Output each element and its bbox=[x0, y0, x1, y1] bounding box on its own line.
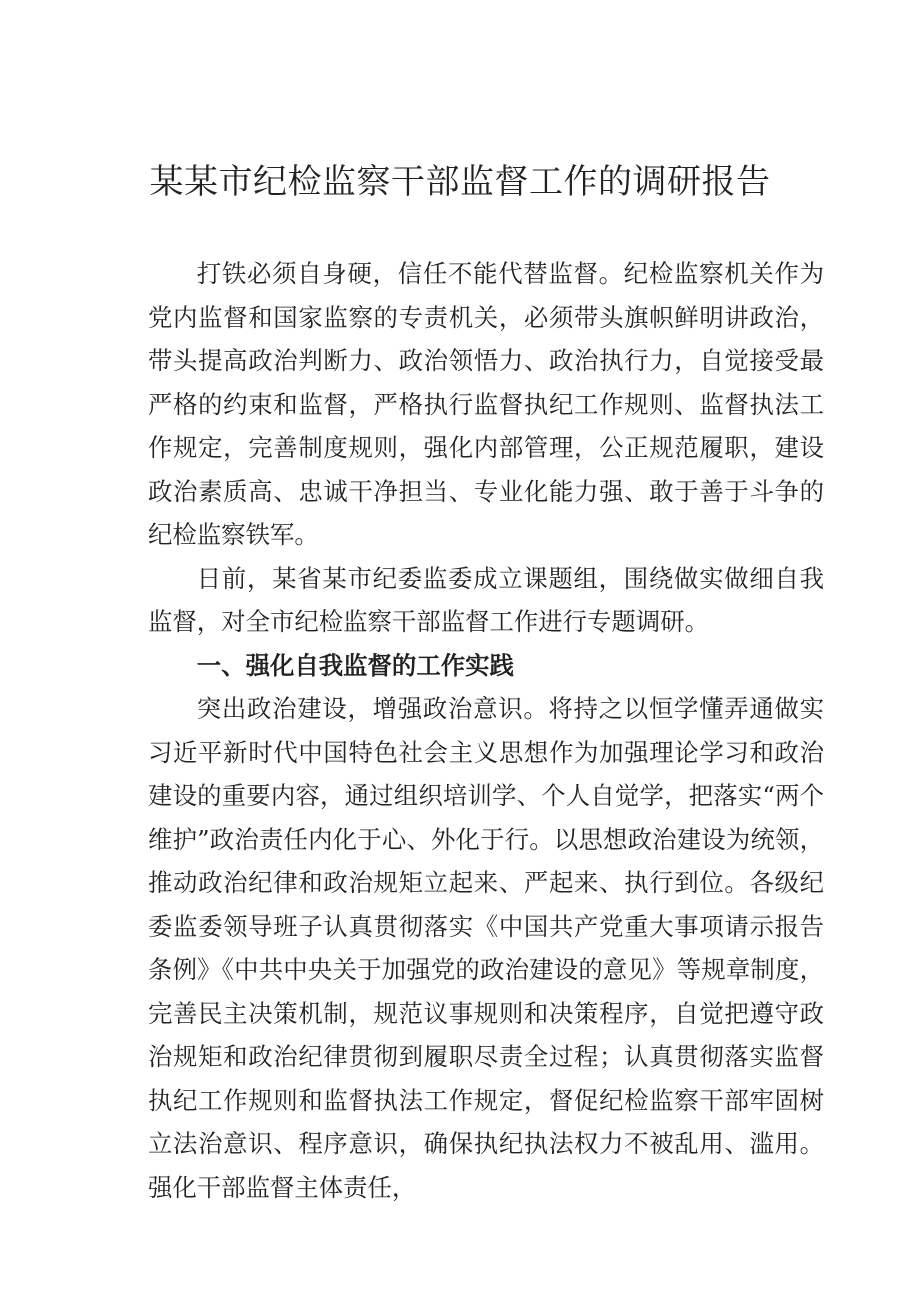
document-body bbox=[148, 252, 824, 1209]
section-paragraph: 突出政治建设，增强政治意识。将持之以恒学懂弄通做实习近平新时代中国特色社会主义思想作为加强理论学习和政治建设的重要内容，通过组织培训学、个人自觉学，把落实“两个维护”政治责任内化于心、外化于行。以思想政治建设为统领，推动政治纪律和政治规矩立起来、严起来、执行到位。各级纪委监委领导班子认真贯彻落实《中国共产党重大事项请示报告条例》《中共中央关于加强党的政治建设的意见》等规章制度，完善民主决策机制，规范议事规则和决策程序，自觉把遵守政治规矩和政治纪律贯彻到履职尽责全过程；认真贯彻落实监督执纪工作规则和监督执法工作规定，督促纪检监察干部牢固树立法治意识、程序意识，确保执纪执法权力不被乱用、滥用。强化干部监督主体责任， bbox=[148, 694, 824, 1202]
intro-paragraph: 打铁必须自身硬，信任不能代替监督。纪检监察机关作为党内监督和国家监察的专责机关，必须带头旗帜鲜明讲政治，带头提高政治判断力、政治领悟力、政治执行力，自觉接受最严格的约束和监督，严格执行监督执纪工作规则、监督执法工作规定，完善制度规则，强化内部管理，公正规范履职，建设政治素质高、忠诚干净担当、专业化能力强、敢于善于斗争的纪检监察铁军。 bbox=[148, 259, 824, 549]
section-heading: 一、强化自我监督的工作实践 bbox=[196, 650, 514, 680]
research-paragraph: 日前，某省某市纪委监委成立课题组，围绕做实做细自我监督，对全市纪检监察干部监督工作进行专题调研。 bbox=[148, 563, 824, 636]
document-title: 某某市纪检监察干部监督工作的调研报告 bbox=[149, 162, 771, 202]
